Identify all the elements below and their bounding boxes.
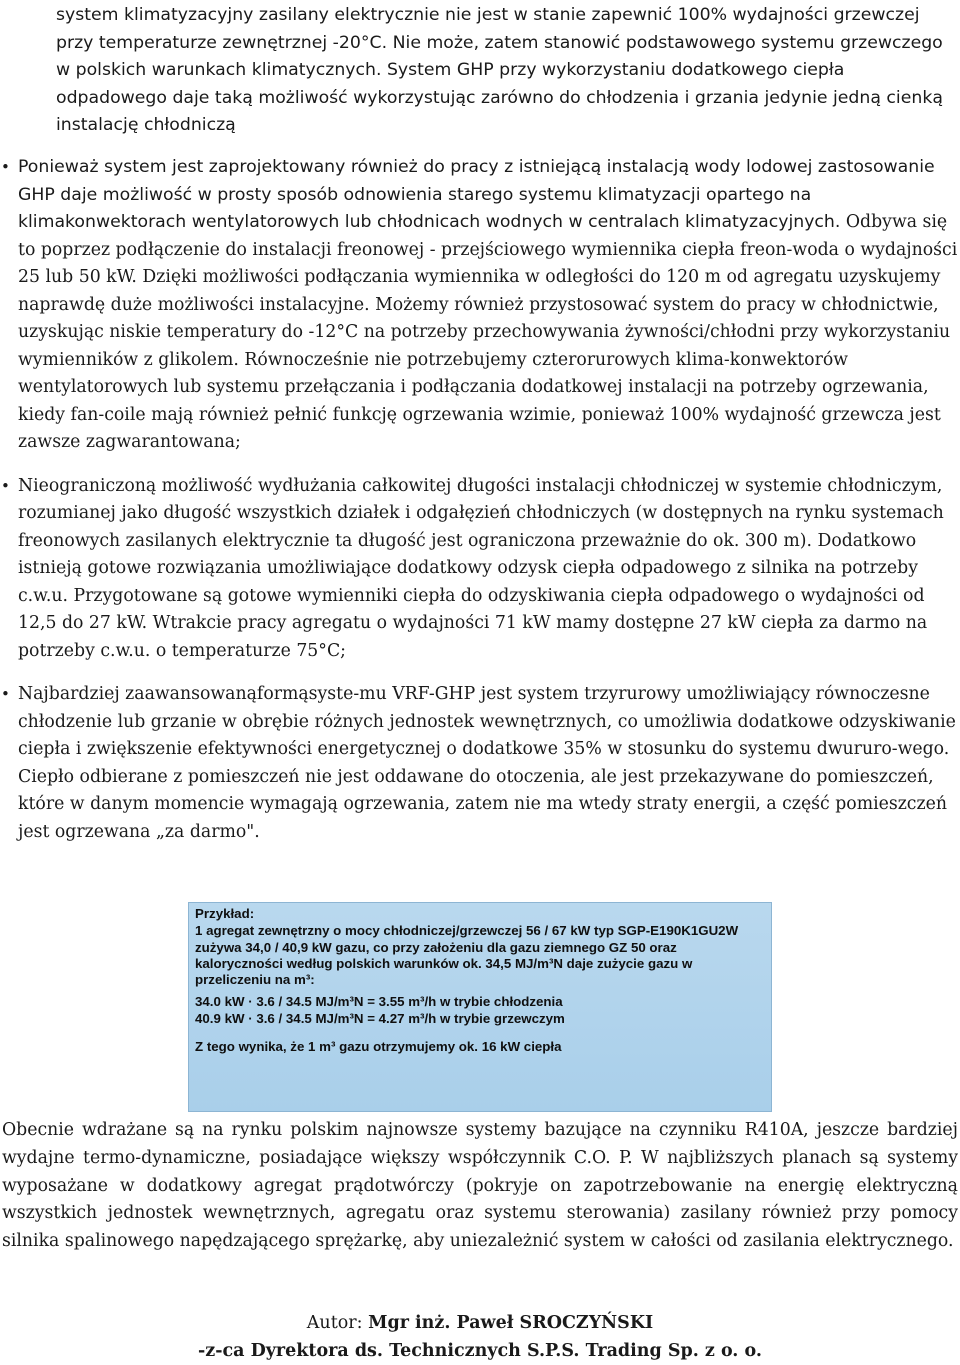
example-summary: Z tego wynika, że 1 m³ gazu otrzymujemy ok. 16 kW ciepła: [195, 1039, 562, 1055]
list-item-text: Odbywa się to poprzez podłączenie do instalacji freonowej - przejściowego wymiennika ciepła freon-woda o wydajności 25 lub 50 kW. Dzięki możliwości podłączania wymiennika w odległości do 120 m od agregatu uzyskujemy naprawdę duże możliwości instalacyjne. Możemy również przystosować system do pracy w chłodnictwie, uzyskując niskie temperatury do -12°C na potrzeby przechowywania żywności/chłodni przy wykorzystaniu wymienników z glikolem. Równocześnie nie potrzebujemy czterorurowych klima-konwektorów wentylatorowych lub systemu przełączania i podłączania dodatkowej instalacji na potrzeby ogrzewania, kiedy fan-coile mają również pełnić funkcję ogrzewania wzimie, ponieważ 100% wydajność grzewcza jest zawsze zagwarantowana;: [18, 212, 958, 452]
example-calculations: [195, 994, 765, 1027]
feature-list: [0, 154, 958, 862]
list-item: [0, 681, 958, 846]
author-name: Mgr inż. Paweł SROCZYŃSKI: [368, 1313, 654, 1333]
example-box: [188, 902, 772, 1112]
intro-paragraph: [56, 2, 956, 140]
list-item: [0, 473, 958, 666]
author-line: [0, 1309, 960, 1337]
list-item-text: Nieograniczoną możliwość wydłużania całkowitej długości instalacji chłodniczej w systemie chłodniczym, rozumianej jako długość wszystkich działek i odgałęzień chłodniczych (w dostępnych na rynku systemach freonowych zasilanych elektrycznie ta długość jest ograniczona przeważnie do ok. 300 m). Dodatkowo istnieją gotowe rozwiązania umożliwiające dodatkowy odzysk ciepła odpadowego z silnika na potrzeby c.w.u. Przygotowane są gotowe wymienniki ciepła do odzyskiwania ciepła odpadowego o wydajności od 12,5 do 27 kW. Wtrakcie pracy agregatu o wydajności 71 kW mamy dostępne 27 kW ciepła za darmo na potrzeby c.w.u. o temperaturze 75°C;: [18, 475, 944, 661]
author-role-text: -z-ca Dyrektora ds. Technicznych S.P.S. Trading Sp. z o. o.: [198, 1341, 762, 1361]
list-item-sans-text: Ponieważ system jest zaprojektowany również do pracy z istniejącą instalacją wody lodowej zastosowanie GHP daje możliwość w prosty sposób odnowienia starego systemu klimatyzacji opartego na klimakonwektorach wentylatorowych lub chłodnicach wodnych w centralach klimatyzacyjnych.: [18, 157, 935, 232]
author-label: Autor:: [306, 1313, 369, 1333]
intro-text-part2: System GHP przy wykorzystaniu dodatkowego ciepła odpadowego daje taką możliwość wykorzystując zarówno do chłodzenia i grzania jedynie jedną cienką instalację chłodniczą: [56, 60, 943, 135]
list-item-text: Najbardziej zaawansowanąformąsyste-mu VRF-GHP jest system trzyrurowy umożliwiający równoczesne chłodzenie lub grzanie w obrębie różnych jednostek wewnętrznych, co umożliwia dodatkowe odzyskiwanie ciepła i zwiększenie efektywności energetycznej o dodatkowe 35% w stosunku do systemu dwururo-wego. Ciepło odbierane z pomieszczeń nie jest oddawane do otoczenia, ale jest przekazywane do pomieszczeń, które w danym momencie wymagają ogrzewania, zatem nie ma wtedy straty energii, a część pomieszczeń jest ogrzewana „za darmo".: [18, 684, 956, 842]
author-block: [0, 1309, 960, 1365]
bullet-icon: •: [1, 685, 10, 703]
bullet-icon: •: [1, 476, 10, 495]
list-item: [0, 154, 958, 457]
author-role: [0, 1337, 960, 1365]
intro-text-part1: system klimatyzacyjny zasilany elektrycznie nie jest w stanie zapewnić 100% wydajności grzewczej przy temperaturze zewnętrznej -20°C. Nie może, zatem stanowić podstawowego systemu grzewczego w polskich warunkach klimatycznych.: [56, 5, 943, 80]
calc-heating: 40.9 kW · 3.6 / 34.5 MJ/m³N = 4.27 m³/h w trybie grzewczym: [195, 1010, 565, 1026]
example-text: 1 agregat zewnętrzny o mocy chłodniczej/grzewczej 56 / 67 kW typ SGP-E190K1GU2W zużywa 34,0 / 40,9 kW gazu, co przy założeniu dla gazu ziemnego GZ 50 oraz kaloryczności według polskich warunków ok. 34,5 MJ/m³N daje zużycie gazu w przeliczeniu na m³:: [195, 923, 739, 988]
closing-paragraph: Obecnie wdrażane są na rynku polskim najnowsze systemy bazujące na czynniku R410A, jeszcze bardziej wydajne termo-dynamiczne, posiadające większy współczynnik C.O. P. W najbliższych planach są systemy wyposażane w dodatkowy agregat prądotwórczy (pokryje on zapotrzebowanie na energię elektryczną wszystkich jednostek wewnętrznych, agregatu oraz systemu sterowania) zasilany również przy pomocy silnika spalinowego napędzającego sprężarkę, aby uniezależnić system w całości od zasilania elektrycznego.: [2, 1120, 958, 1252]
example-heading: Przykład:: [195, 906, 255, 921]
calc-cooling: 34.0 kW · 3.6 / 34.5 MJ/m³N = 3.55 m³/h w trybie chłodzenia: [195, 994, 563, 1010]
bullet-icon: •: [1, 158, 10, 176]
